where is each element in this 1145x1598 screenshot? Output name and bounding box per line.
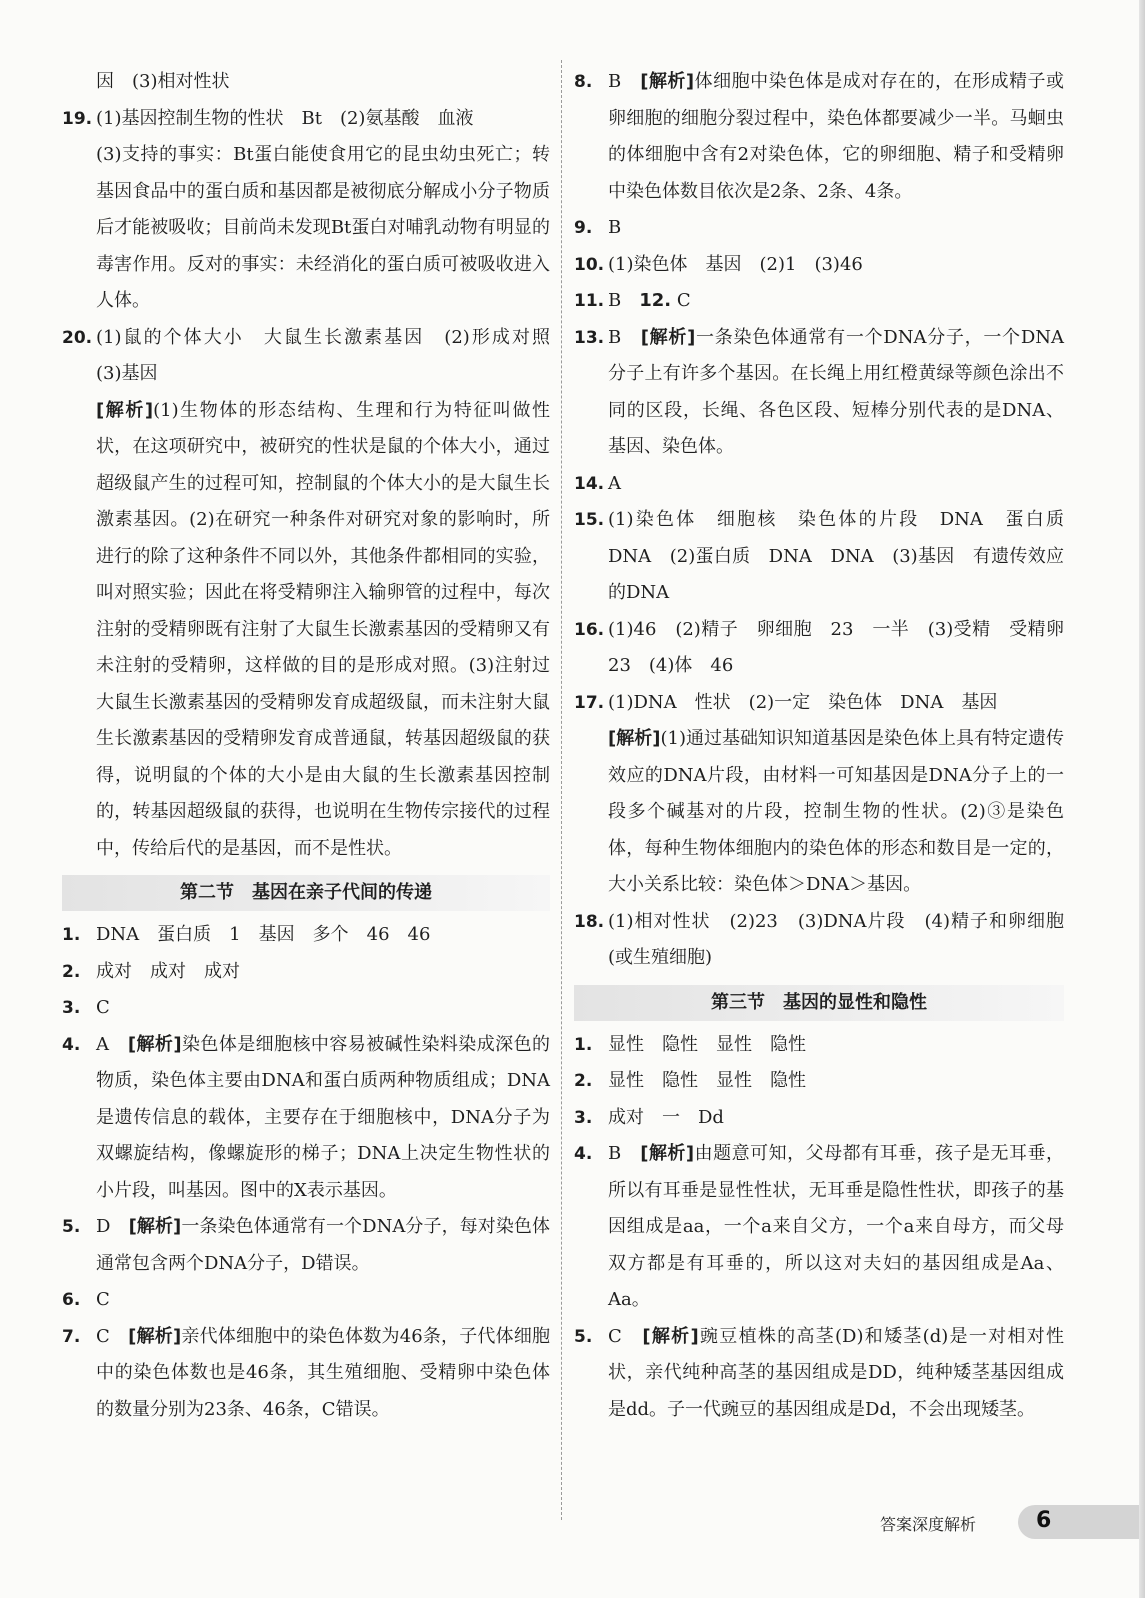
answer-20 bbox=[62, 320, 568, 868]
answer-text: B bbox=[608, 290, 640, 311]
answer-item bbox=[62, 1027, 550, 1210]
item-number: 17. bbox=[574, 692, 605, 713]
answer-choice: B bbox=[608, 326, 641, 348]
continuation-line: 因 (3)相对性状 bbox=[96, 71, 230, 92]
item-number: 1. bbox=[62, 925, 81, 945]
answer-choice: D bbox=[96, 1216, 129, 1237]
analysis-tag: [解析] bbox=[128, 1325, 182, 1347]
answer-item bbox=[62, 1209, 550, 1282]
item-number: 15. bbox=[574, 510, 605, 530]
answer-text: (1)鼠的个体大小 大鼠生长激素基因 (2)形成对照 (3)基因 bbox=[96, 326, 568, 384]
analysis-body: 豌豆植株的高茎(D)和矮茎(d)是一对相对性状，亲代纯种高茎的基因组成是DD，纯种矮茎基因组成是dd。子一代豌豆的基因组成是Dd，不会出现矮茎。 bbox=[608, 1325, 1065, 1420]
item-number: 16. bbox=[574, 619, 605, 640]
answer-item bbox=[574, 320, 1064, 466]
answer-19 bbox=[62, 101, 550, 320]
analysis-text bbox=[96, 393, 550, 868]
answer-text: C bbox=[96, 1289, 110, 1310]
answer-text: 显性 隐性 显性 隐性 bbox=[608, 1033, 806, 1055]
answer-item bbox=[574, 466, 1064, 503]
item-number: 4. bbox=[62, 1034, 81, 1055]
left-column bbox=[62, 64, 568, 1428]
section-title-3: 第三节 基因的显性和隐性 bbox=[574, 985, 1064, 1021]
analysis-body: (1)通过基础知识知道基因是染色体上具有特定遗传效应的DNA片段，由材料一可知基因是DNA分子上的一段多个碱基对的片段，控制生物的性状。(2)③是染色体，每种生物体细胞内的染色体的形态和数目是一定的，大小关系比较：染色体＞DNA＞基因。 bbox=[608, 728, 1065, 895]
item-number: 20. bbox=[62, 327, 93, 348]
answer-item bbox=[574, 1136, 1064, 1319]
answer-choice: A bbox=[96, 1033, 128, 1055]
item-number: 1. bbox=[574, 1034, 593, 1055]
answer-text: C bbox=[96, 997, 110, 1018]
answer-item bbox=[574, 247, 1064, 284]
answer-item bbox=[574, 904, 1064, 977]
analysis-tag: [解析] bbox=[640, 71, 695, 92]
answer-item bbox=[574, 502, 1082, 612]
answer-text: (1)DNA 性状 (2)一定 染色体 DNA 基因 bbox=[608, 691, 998, 713]
item-number: 10. bbox=[574, 254, 605, 275]
answer-item bbox=[574, 1100, 1064, 1137]
page-number: 6 bbox=[1036, 1508, 1052, 1533]
answer-item bbox=[574, 1027, 1064, 1064]
analysis-tag: [解析] bbox=[608, 728, 661, 749]
answer-text: (1)染色体 细胞核 染色体的片段 DNA 蛋白质 DNA (2)蛋白质 DNA DNA (3)基因 有遗传效应的DNA bbox=[608, 509, 1082, 603]
answer-item bbox=[62, 1282, 550, 1319]
analysis-tag: [解析] bbox=[96, 399, 154, 421]
analysis-body: 一条染色体通常有一个DNA分子，每对染色体通常包含两个DNA分子，D错误。 bbox=[96, 1216, 550, 1274]
item-number: 13. bbox=[574, 327, 605, 348]
answer-text: (1)46 (2)精子 卵细胞 23 一半 (3)受精 受精卵 23 (4)体 46 bbox=[608, 618, 1082, 676]
item-number: 2. bbox=[62, 961, 81, 982]
answer-text: 显性 隐性 显性 隐性 bbox=[608, 1070, 806, 1091]
answer-text: (1)基因控制生物的性状 Bt (2)氨基酸 血液 bbox=[96, 107, 474, 129]
analysis-tag: [解析] bbox=[128, 1216, 182, 1237]
answer-item bbox=[62, 1319, 550, 1429]
answer-text: 成对 一 Dd bbox=[608, 1106, 724, 1128]
item-number: 2. bbox=[574, 1071, 593, 1091]
analysis-tag: [解析] bbox=[642, 1325, 699, 1347]
answer-item bbox=[574, 1319, 1064, 1429]
analysis-body: 一条染色体通常有一个DNA分子，一个DNA分子上有许多个基因。在长绳上用红橙黄绿等颜色涂出不同的区段，长绳、各色区段、短棒分别代表的是DNA、基因、染色体。 bbox=[608, 326, 1065, 457]
analysis-body: 由题意可知，父母都有耳垂，孩子是无耳垂，所以有耳垂是显性性状，无耳垂是隐性性状，即孩子的基因组成是aa，一个a来自父方，一个a来自母方，而父母双方都是有耳垂的，所以这对夫妇的基因组成是Aa、Aa。 bbox=[608, 1143, 1065, 1310]
analysis-body: 染色体是细胞核中容易被碱性染料染成深色的物质，染色体主要由DNA和蛋白质两种物质组成；DNA是遗传信息的载体，主要存在于细胞核中，DNA分子为双螺旋结构，像螺旋形的梯子；DNA上决定生物性状的小片段，叫基因。图中的X表示基因。 bbox=[96, 1033, 550, 1201]
item-number: 19. bbox=[62, 108, 93, 129]
answer-text: C bbox=[676, 290, 691, 311]
answer-item bbox=[574, 685, 1064, 904]
answer-text: (3)支持的事实：Bt蛋白能使食用它的昆虫幼虫死亡；转基因食品中的蛋白质和基因都是被彻底分解成小分子物质后才能被吸收；目前尚未发现Bt蛋白对哺乳动物有明显的毒害作用。反对的事实：未经消化的蛋白质可被吸收进入人体。 bbox=[96, 144, 550, 311]
answer-item bbox=[62, 990, 550, 1027]
item-number: 11. bbox=[574, 291, 605, 311]
item-number: 4. bbox=[574, 1144, 593, 1164]
answer-item bbox=[62, 917, 550, 954]
right-column bbox=[574, 64, 1082, 1428]
answer-item bbox=[574, 210, 1064, 247]
analysis-body: 亲代体细胞中的染色体数为46条，子代体细胞中的染色体数也是46条，其生殖细胞、受精卵中染色体的数量分别为23条、46条，C错误。 bbox=[96, 1325, 551, 1420]
answer-text: 成对 成对 成对 bbox=[96, 960, 240, 982]
answer-item bbox=[574, 612, 1082, 685]
answer-item bbox=[574, 283, 1064, 320]
answer-item bbox=[62, 954, 550, 991]
item-number: 9. bbox=[574, 218, 593, 238]
section-title-2: 第二节 基因在亲子代间的传递 bbox=[62, 875, 550, 911]
item-number-inline: 12. bbox=[639, 290, 672, 311]
item-number: 7. bbox=[62, 1326, 81, 1347]
footer-label: 答案深度解析 bbox=[880, 1515, 977, 1534]
column-divider bbox=[561, 60, 562, 1520]
item-number: 14. bbox=[574, 473, 605, 494]
answer-item bbox=[574, 1063, 1064, 1100]
analysis-body: (1)生物体的形态结构、生理和行为特征叫做性状，在这项研究中，被研究的性状是鼠的个体大小，通过超级鼠产生的过程可知，控制鼠的个体大小的是大鼠生长激素基因。(2)在研究一种条件对研究对象的影响时，所进行的除了这种条件不同以外，其他条件都相同的实验，叫对照实验；因此在将受精卵注入输卵管的过程中，每次注射的受精卵既有注射了大鼠生长激素基因的受精卵又有未注射的受精卵，这样做的目的是形成对照。(3)注射过大鼠生长激素基因的受精卵发育成超级鼠，而未注射大鼠生长激素基因的受精卵发育成普通鼠，转基因超级鼠的获得，说明鼠的个体的大小是由大鼠的生长激素基因控制的，转基因超级鼠的获得，也说明在生物传宗接代的过程中，传给后代的是基因，而不是性状。 bbox=[96, 399, 551, 859]
analysis-tag: [解析] bbox=[640, 326, 696, 348]
item-number: 5. bbox=[574, 1326, 593, 1347]
analysis-tag: [解析] bbox=[127, 1033, 182, 1055]
analysis-body: 体细胞中染色体是成对存在的，在形成精子或卵细胞的细胞分裂过程中，染色体都要减少一半。马蛔虫的体细胞中含有2对染色体，它的卵细胞、精子和受精卵中染色体数目依次是2条、2条、4条。 bbox=[608, 71, 1065, 202]
answer-choice: C bbox=[96, 1325, 129, 1347]
analysis-tag: [解析] bbox=[640, 1143, 695, 1164]
item-number: 3. bbox=[62, 998, 81, 1018]
item-number: 18. bbox=[574, 911, 605, 932]
answer-choice: B bbox=[608, 1143, 641, 1164]
answer-text: (1)相对性状 (2)23 (3)DNA片段 (4)精子和卵细胞(或生殖细胞) bbox=[608, 910, 1064, 968]
answer-text: (1)染色体 基因 (2)1 (3)46 bbox=[608, 253, 863, 275]
answer-choice: B bbox=[608, 71, 641, 92]
answer-text: DNA 蛋白质 1 基因 多个 46 46 bbox=[96, 924, 431, 945]
answer-text: B bbox=[608, 217, 622, 238]
analysis-text bbox=[608, 721, 1064, 904]
answer-item bbox=[574, 64, 1064, 210]
item-number: 5. bbox=[62, 1217, 81, 1237]
answer-text: A bbox=[608, 472, 621, 494]
page-edge bbox=[1139, 0, 1145, 1598]
item-number: 8. bbox=[574, 72, 593, 92]
item-number: 3. bbox=[574, 1107, 593, 1128]
item-number: 6. bbox=[62, 1290, 81, 1310]
answer-choice: C bbox=[608, 1325, 643, 1347]
